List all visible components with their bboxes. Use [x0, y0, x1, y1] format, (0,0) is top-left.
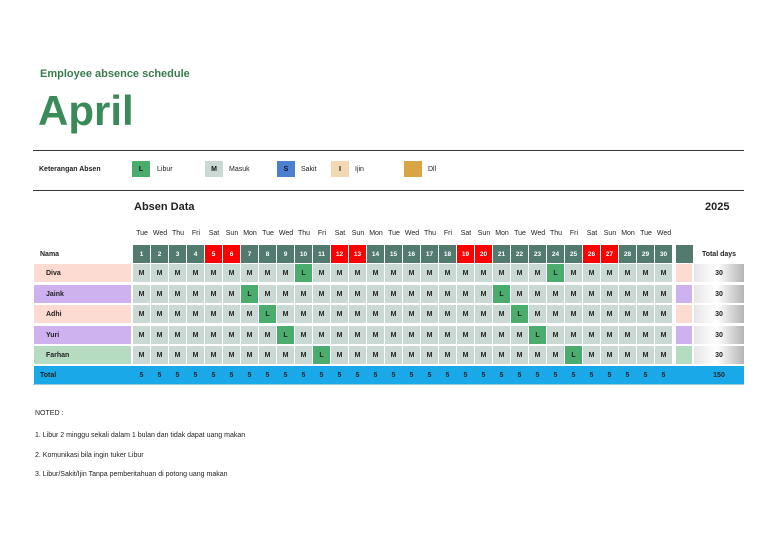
attendance-cell: M: [259, 285, 276, 303]
legend-swatch-dll: [404, 161, 422, 177]
attendance-cell: M: [277, 285, 294, 303]
attendance-cell: M: [511, 285, 528, 303]
attendance-cell: M: [205, 346, 222, 364]
attendance-cell: M: [385, 326, 402, 344]
day-number-13: 13: [349, 245, 366, 263]
attendance-cell: M: [637, 305, 654, 323]
attendance-cell: M: [187, 285, 204, 303]
day-number-7: 7: [241, 245, 258, 263]
daily-total: 5: [571, 371, 576, 379]
attendance-cell: M: [349, 346, 366, 364]
daily-total: 5: [139, 371, 144, 379]
note-3: 3. Libur/Sakit/Ijin Tanpa pemberitahuan di potong uang makan: [35, 471, 228, 478]
daily-total: 5: [247, 371, 252, 379]
attendance-cell: M: [637, 285, 654, 303]
attendance-cell: M: [349, 305, 366, 323]
employee-total-days: 30: [694, 326, 744, 344]
weekday-label: Tue: [388, 230, 400, 237]
legend-label-ijin: Ijin: [355, 166, 364, 173]
attendance-cell: M: [655, 264, 672, 282]
attendance-cell: M: [511, 346, 528, 364]
attendance-cell: M: [457, 285, 474, 303]
legend-swatch-ijin: I: [331, 161, 349, 177]
attendance-cell: M: [133, 285, 150, 303]
attendance-cell: M: [331, 264, 348, 282]
day-number-16: 16: [403, 245, 420, 263]
row-end-marker: [676, 264, 692, 282]
attendance-cell: L: [295, 264, 312, 282]
daily-total: 5: [535, 371, 540, 379]
weekday-label: Sat: [208, 230, 220, 237]
attendance-cell: M: [439, 264, 456, 282]
attendance-cell: M: [259, 264, 276, 282]
attendance-cell: M: [619, 264, 636, 282]
attendance-cell: L: [313, 346, 330, 364]
attendance-cell: M: [421, 346, 438, 364]
weekday-label: Wed: [152, 230, 168, 237]
attendance-cell: M: [133, 326, 150, 344]
attendance-cell: M: [403, 326, 420, 344]
daily-total: 5: [427, 371, 432, 379]
attendance-cell: M: [187, 305, 204, 323]
attendance-cell: M: [277, 346, 294, 364]
grand-total: 150: [713, 371, 725, 379]
daily-total: 5: [409, 371, 414, 379]
attendance-cell: M: [583, 305, 600, 323]
day-number-20: 20: [475, 245, 492, 263]
attendance-cell: M: [457, 326, 474, 344]
attendance-cell: M: [367, 326, 384, 344]
day-number-10: 10: [295, 245, 312, 263]
attendance-cell: M: [493, 346, 510, 364]
attendance-cell: M: [547, 305, 564, 323]
legend-swatch-masuk: M: [205, 161, 223, 177]
attendance-cell: M: [151, 326, 168, 344]
weekday-label: Mon: [495, 230, 509, 237]
legend-swatch-sakit: S: [277, 161, 295, 177]
attendance-cell: M: [367, 285, 384, 303]
attendance-cell: M: [583, 264, 600, 282]
weekday-label: Thu: [171, 230, 185, 237]
attendance-cell: M: [331, 346, 348, 364]
day-number-18: 18: [439, 245, 456, 263]
day-number-29: 29: [637, 245, 654, 263]
day-number-6: 6: [223, 245, 240, 263]
weekday-label: Thu: [423, 230, 437, 237]
daily-total: 5: [211, 371, 216, 379]
name-column-header: Nama: [40, 251, 60, 258]
attendance-cell: M: [313, 305, 330, 323]
attendance-cell: M: [475, 326, 492, 344]
attendance-cell: M: [475, 346, 492, 364]
attendance-cell: M: [421, 326, 438, 344]
day-number-21: 21: [493, 245, 510, 263]
attendance-cell: M: [511, 264, 528, 282]
attendance-cell: M: [205, 264, 222, 282]
attendance-cell: M: [259, 346, 276, 364]
attendance-cell: L: [511, 305, 528, 323]
attendance-cell: M: [259, 326, 276, 344]
attendance-cell: M: [439, 326, 456, 344]
weekday-label: Sat: [460, 230, 472, 237]
day-number-17: 17: [421, 245, 438, 263]
day-number-27: 27: [601, 245, 618, 263]
attendance-cell: M: [187, 326, 204, 344]
attendance-cell: M: [295, 346, 312, 364]
attendance-cell: M: [277, 305, 294, 323]
attendance-cell: M: [529, 305, 546, 323]
attendance-cell: M: [367, 346, 384, 364]
table-year: 2025: [705, 201, 730, 213]
attendance-cell: M: [133, 264, 150, 282]
total-row-label: Total: [40, 371, 57, 379]
table-title: Absen Data: [134, 201, 195, 213]
attendance-cell: M: [169, 264, 186, 282]
attendance-cell: M: [385, 346, 402, 364]
attendance-cell: M: [547, 346, 564, 364]
weekday-label: Mon: [369, 230, 383, 237]
daily-total: 5: [355, 371, 360, 379]
attendance-cell: M: [133, 305, 150, 323]
weekday-label: Tue: [262, 230, 274, 237]
attendance-cell: M: [331, 326, 348, 344]
weekday-label: Tue: [136, 230, 148, 237]
attendance-cell: M: [295, 326, 312, 344]
attendance-cell: M: [421, 264, 438, 282]
attendance-cell: M: [565, 285, 582, 303]
weekday-label: Thu: [297, 230, 311, 237]
attendance-cell: M: [439, 285, 456, 303]
legend-label-masuk: Masuk: [229, 166, 250, 173]
attendance-cell: M: [205, 285, 222, 303]
attendance-cell: M: [349, 326, 366, 344]
attendance-cell: M: [205, 305, 222, 323]
day-number-22: 22: [511, 245, 528, 263]
attendance-cell: M: [529, 285, 546, 303]
attendance-cell: M: [223, 326, 240, 344]
employee-total-days: 30: [694, 346, 744, 364]
attendance-cell: M: [241, 305, 258, 323]
row-end-marker: [676, 346, 692, 364]
note-2: 2. Komunikasi bila ingin tuker Libur: [35, 452, 144, 459]
daily-total: 5: [391, 371, 396, 379]
top-divider: [33, 150, 744, 151]
day-number-9: 9: [277, 245, 294, 263]
day-number-26: 26: [583, 245, 600, 263]
weekday-label: Mon: [243, 230, 257, 237]
daily-total: 5: [193, 371, 198, 379]
employee-total-days: 30: [694, 264, 744, 282]
attendance-cell: M: [385, 264, 402, 282]
attendance-cell: M: [655, 326, 672, 344]
attendance-cell: M: [565, 264, 582, 282]
attendance-cell: M: [187, 264, 204, 282]
attendance-cell: M: [223, 346, 240, 364]
weekday-label: Wed: [278, 230, 294, 237]
attendance-cell: M: [547, 326, 564, 344]
attendance-cell: M: [655, 305, 672, 323]
day-header-blank: [676, 245, 693, 263]
attendance-cell: M: [565, 326, 582, 344]
attendance-cell: L: [493, 285, 510, 303]
attendance-cell: M: [511, 326, 528, 344]
daily-total: 5: [229, 371, 234, 379]
attendance-cell: M: [475, 285, 492, 303]
attendance-cell: L: [259, 305, 276, 323]
weekday-label: Wed: [404, 230, 420, 237]
daily-total: 5: [643, 371, 648, 379]
day-number-14: 14: [367, 245, 384, 263]
day-number-2: 2: [151, 245, 168, 263]
attendance-cell: M: [637, 346, 654, 364]
attendance-cell: M: [403, 305, 420, 323]
daily-total: 5: [301, 371, 306, 379]
attendance-cell: M: [277, 264, 294, 282]
attendance-cell: M: [601, 285, 618, 303]
attendance-cell: M: [493, 264, 510, 282]
attendance-cell: M: [151, 305, 168, 323]
weekday-label: Fri: [569, 230, 579, 237]
daily-total: 5: [607, 371, 612, 379]
employee-name-farhan: Farhan: [34, 346, 131, 364]
day-number-8: 8: [259, 245, 276, 263]
weekday-label: Fri: [317, 230, 327, 237]
attendance-cell: M: [655, 285, 672, 303]
weekday-label: Tue: [514, 230, 526, 237]
weekday-label: Sun: [225, 230, 239, 237]
legend-label-libur: Libur: [157, 166, 173, 173]
employee-total-days: 30: [694, 305, 744, 323]
attendance-cell: M: [637, 264, 654, 282]
day-number-19: 19: [457, 245, 474, 263]
attendance-cell: M: [655, 346, 672, 364]
attendance-cell: M: [313, 326, 330, 344]
legend-title: Keterangan Absen: [39, 166, 101, 173]
attendance-cell: M: [313, 285, 330, 303]
attendance-cell: M: [493, 305, 510, 323]
daily-total: 5: [481, 371, 486, 379]
day-number-28: 28: [619, 245, 636, 263]
daily-total: 5: [589, 371, 594, 379]
attendance-cell: M: [295, 285, 312, 303]
attendance-cell: M: [619, 326, 636, 344]
month-title: April: [38, 87, 134, 134]
day-number-1: 1: [133, 245, 150, 263]
attendance-cell: M: [565, 305, 582, 323]
attendance-cell: M: [187, 346, 204, 364]
daily-total: 5: [463, 371, 468, 379]
daily-total: 5: [265, 371, 270, 379]
attendance-cell: M: [583, 346, 600, 364]
attendance-cell: M: [169, 326, 186, 344]
attendance-cell: M: [241, 346, 258, 364]
attendance-cell: M: [457, 264, 474, 282]
employee-name-adhi: Adhi: [34, 305, 131, 323]
attendance-cell: M: [547, 285, 564, 303]
daily-total: 5: [157, 371, 162, 379]
attendance-cell: M: [421, 305, 438, 323]
attendance-cell: M: [349, 264, 366, 282]
attendance-cell: M: [583, 285, 600, 303]
note-1: 1. Libur 2 minggu sekali dalam 1 bulan dan tidak dapat uang makan: [35, 432, 246, 439]
day-number-15: 15: [385, 245, 402, 263]
attendance-cell: M: [493, 326, 510, 344]
legend-label-sakit: Sakit: [301, 166, 317, 173]
attendance-cell: M: [331, 285, 348, 303]
attendance-cell: M: [439, 305, 456, 323]
attendance-cell: L: [241, 285, 258, 303]
attendance-cell: M: [403, 264, 420, 282]
daily-total: 5: [175, 371, 180, 379]
legend-label-dll: Dll: [428, 166, 437, 173]
total-days-header: Total days: [701, 250, 737, 258]
attendance-cell: M: [475, 305, 492, 323]
day-number-23: 23: [529, 245, 546, 263]
attendance-cell: M: [637, 326, 654, 344]
weekday-label: Mon: [621, 230, 635, 237]
weekday-label: Fri: [191, 230, 201, 237]
day-number-3: 3: [169, 245, 186, 263]
row-end-marker: [676, 326, 692, 344]
attendance-cell: M: [385, 305, 402, 323]
daily-total: 5: [517, 371, 522, 379]
daily-total: 5: [283, 371, 288, 379]
attendance-cell: M: [367, 264, 384, 282]
weekday-label: Fri: [443, 230, 453, 237]
attendance-cell: M: [205, 326, 222, 344]
attendance-cell: L: [529, 326, 546, 344]
attendance-cell: M: [457, 305, 474, 323]
weekday-label: Wed: [530, 230, 546, 237]
attendance-cell: L: [277, 326, 294, 344]
weekday-label: Sun: [603, 230, 617, 237]
attendance-cell: M: [295, 305, 312, 323]
attendance-cell: M: [619, 346, 636, 364]
employee-name-yuri: Yuri: [34, 326, 131, 344]
day-number-5: 5: [205, 245, 222, 263]
attendance-cell: M: [223, 285, 240, 303]
notes-title: NOTED :: [35, 410, 64, 417]
attendance-cell: M: [601, 264, 618, 282]
day-number-11: 11: [313, 245, 330, 263]
attendance-cell: M: [151, 285, 168, 303]
attendance-cell: M: [133, 346, 150, 364]
row-end-marker: [676, 285, 692, 303]
attendance-cell: M: [241, 326, 258, 344]
attendance-cell: M: [385, 285, 402, 303]
attendance-cell: M: [331, 305, 348, 323]
weekday-label: Sat: [586, 230, 598, 237]
attendance-cell: M: [313, 264, 330, 282]
attendance-cell: M: [403, 346, 420, 364]
attendance-cell: M: [169, 305, 186, 323]
attendance-cell: M: [169, 346, 186, 364]
attendance-cell: M: [367, 305, 384, 323]
employee-name-diva: Diva: [34, 264, 131, 282]
legend-divider: [33, 190, 744, 191]
attendance-cell: M: [151, 264, 168, 282]
attendance-cell: M: [583, 326, 600, 344]
attendance-cell: M: [619, 305, 636, 323]
daily-total: 5: [661, 371, 666, 379]
weekday-label: Sun: [351, 230, 365, 237]
day-number-12: 12: [331, 245, 348, 263]
daily-total: 5: [319, 371, 324, 379]
day-number-25: 25: [565, 245, 582, 263]
attendance-cell: M: [475, 264, 492, 282]
attendance-cell: M: [601, 346, 618, 364]
page-subtitle: Employee absence schedule: [40, 68, 190, 80]
weekday-label: Tue: [640, 230, 652, 237]
attendance-cell: M: [529, 264, 546, 282]
daily-total: 5: [445, 371, 450, 379]
attendance-cell: M: [421, 285, 438, 303]
attendance-cell: M: [439, 346, 456, 364]
attendance-cell: M: [403, 285, 420, 303]
attendance-cell: M: [601, 326, 618, 344]
daily-total: 5: [553, 371, 558, 379]
attendance-cell: M: [349, 285, 366, 303]
weekday-label: Sat: [334, 230, 346, 237]
attendance-cell: M: [223, 264, 240, 282]
weekday-label: Thu: [549, 230, 563, 237]
attendance-cell: L: [547, 264, 564, 282]
attendance-cell: M: [601, 305, 618, 323]
attendance-cell: M: [169, 285, 186, 303]
attendance-cell: M: [529, 346, 546, 364]
attendance-cell: M: [457, 346, 474, 364]
day-number-24: 24: [547, 245, 564, 263]
employee-name-jaink: Jaink: [34, 285, 131, 303]
attendance-cell: L: [565, 346, 582, 364]
daily-total: 5: [499, 371, 504, 379]
daily-total: 5: [337, 371, 342, 379]
day-number-4: 4: [187, 245, 204, 263]
attendance-cell: M: [151, 346, 168, 364]
attendance-cell: M: [223, 305, 240, 323]
weekday-label: Sun: [477, 230, 491, 237]
daily-total: 5: [373, 371, 378, 379]
table-bottom-divider: [33, 384, 744, 385]
day-number-30: 30: [655, 245, 672, 263]
daily-total: 5: [625, 371, 630, 379]
employee-total-days: 30: [694, 285, 744, 303]
row-end-marker: [676, 305, 692, 323]
weekday-label: Wed: [656, 230, 672, 237]
attendance-cell: M: [619, 285, 636, 303]
attendance-cell: M: [241, 264, 258, 282]
legend-swatch-libur: L: [132, 161, 150, 177]
